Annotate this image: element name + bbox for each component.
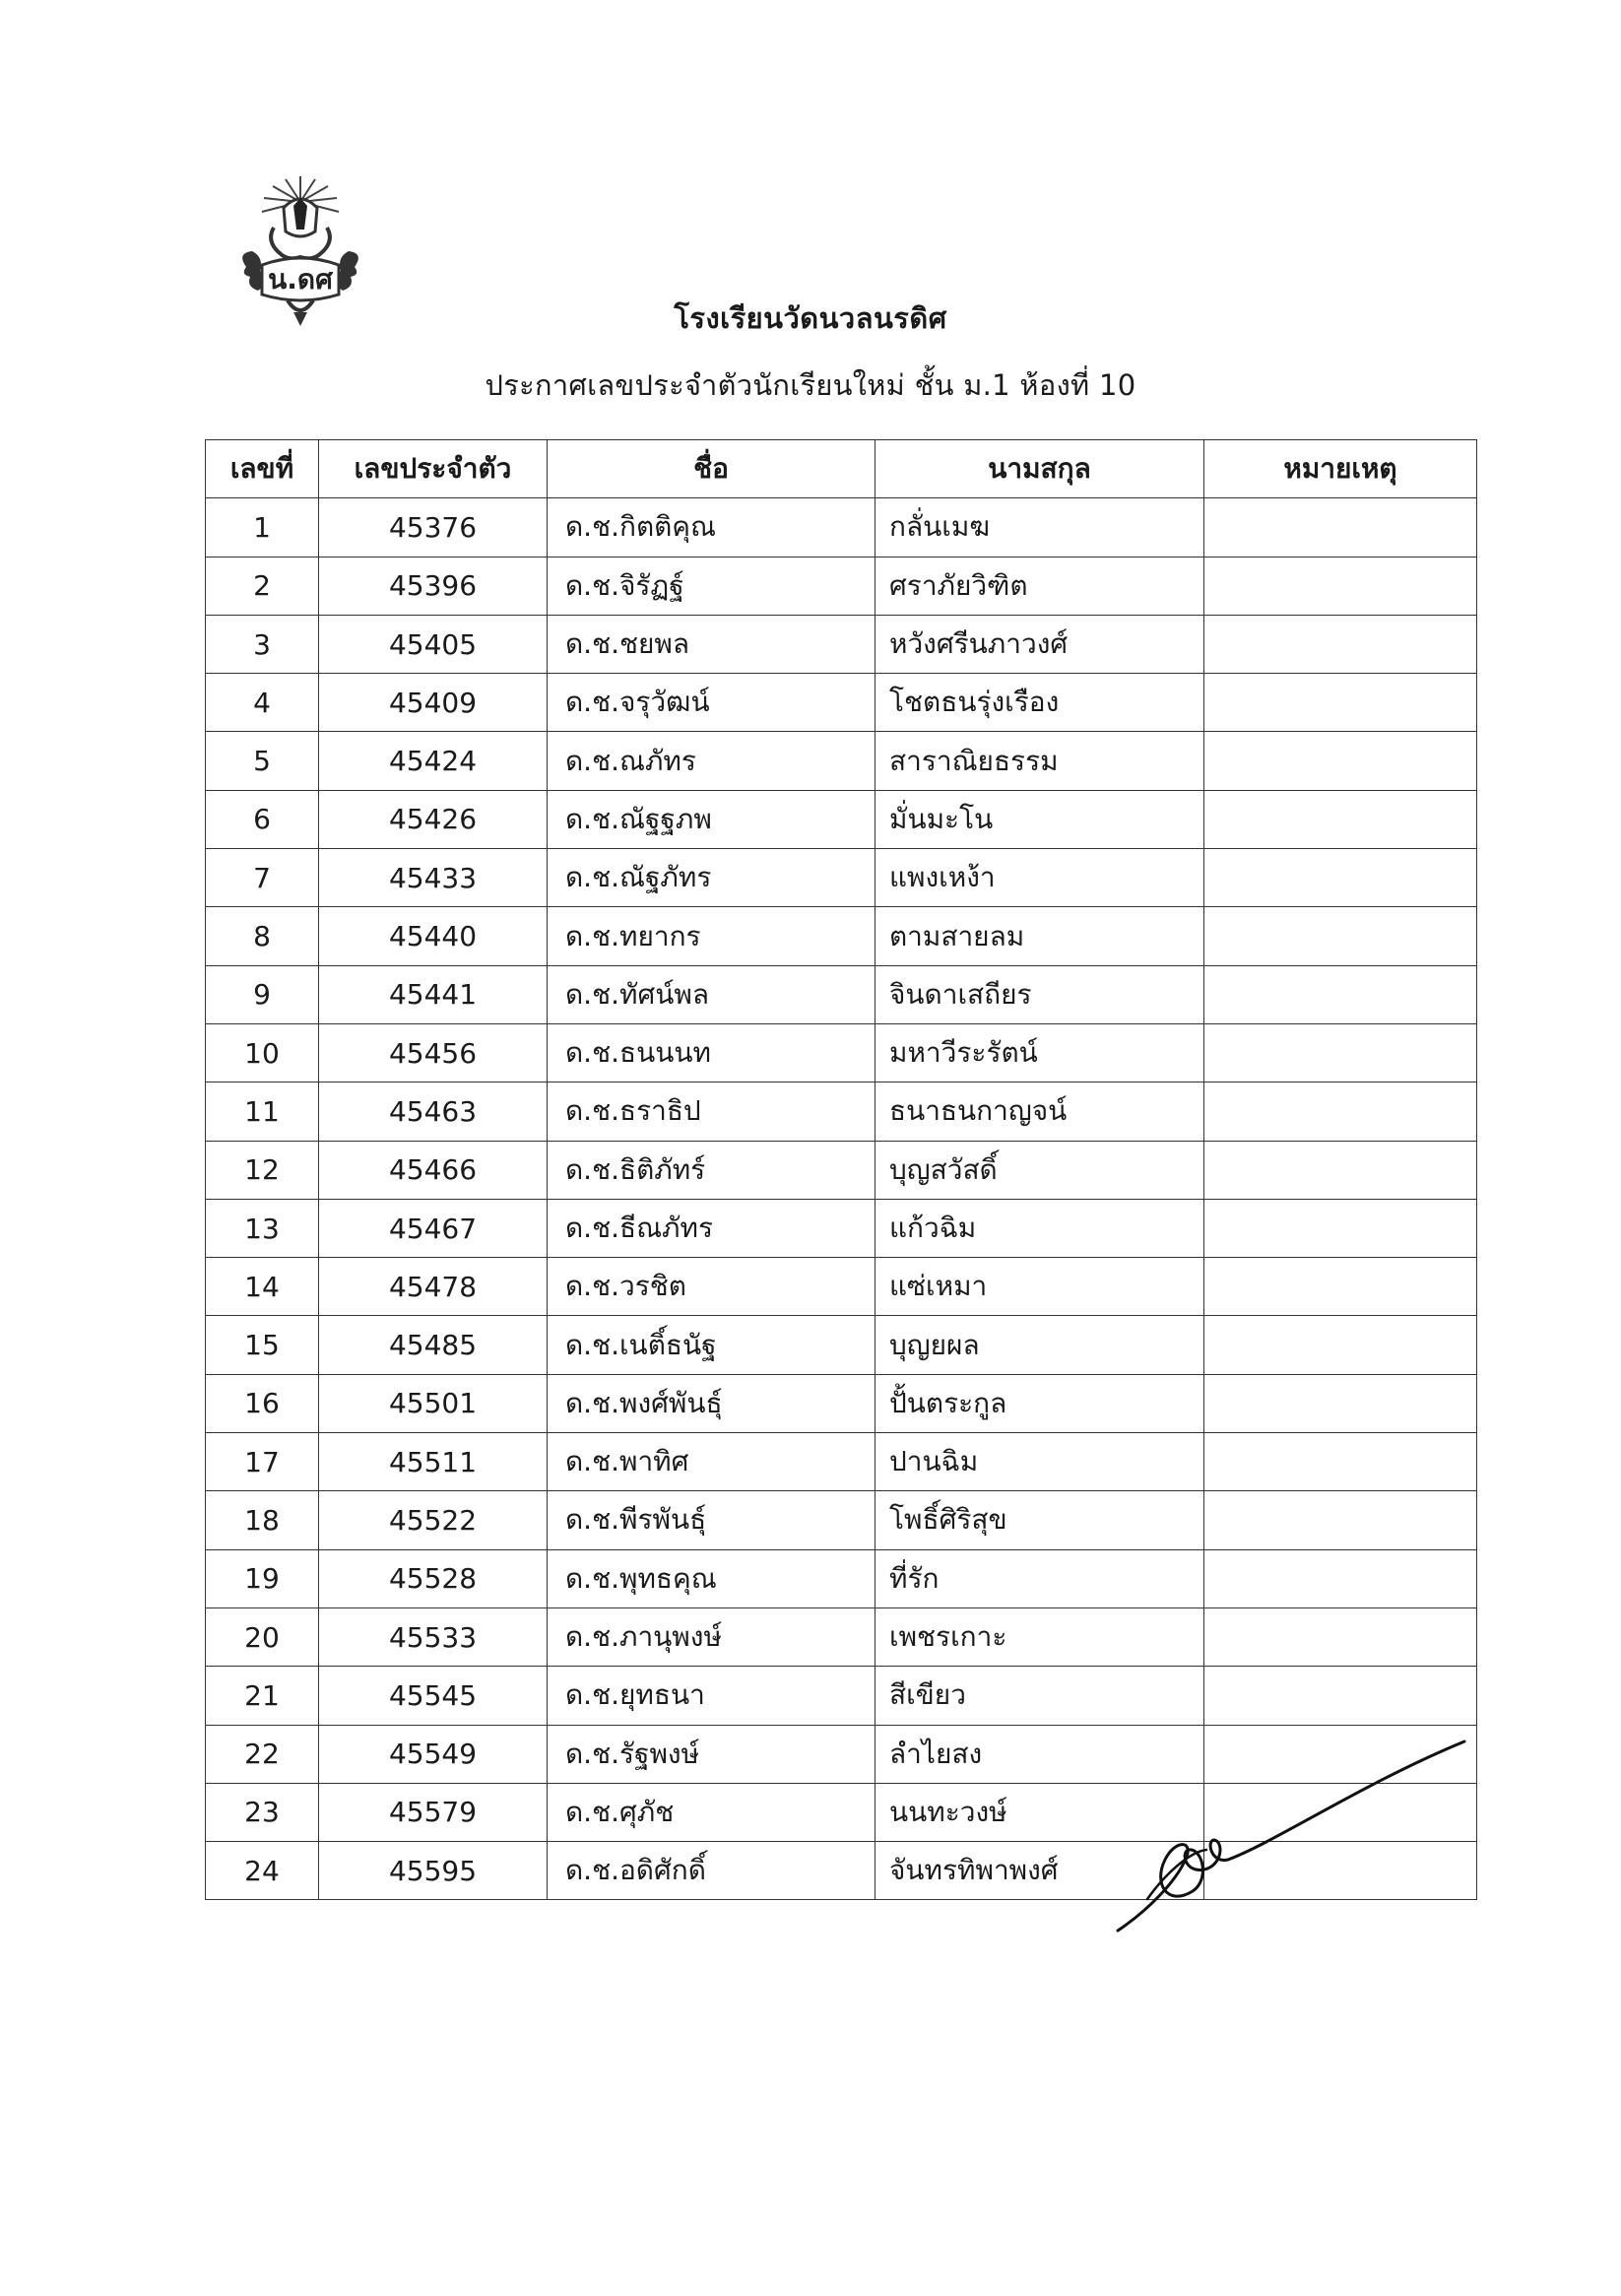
table-header-row	[206, 440, 1477, 498]
column-header-number: เลขที่	[206, 440, 319, 498]
first-name-cell: ด.ช.วรชิต	[548, 1258, 875, 1316]
table-row	[206, 1667, 1477, 1725]
remark-cell	[1204, 1607, 1477, 1666]
first-name-cell: ด.ช.ศุภัช	[548, 1783, 875, 1841]
first-name-cell: ด.ช.ธนนนท	[548, 1023, 875, 1082]
student-id-cell: 45441	[319, 965, 548, 1023]
student-id-cell: 45433	[319, 849, 548, 907]
first-name-cell: ด.ช.รัฐพงษ์	[548, 1725, 875, 1783]
student-id-cell: 45533	[319, 1607, 548, 1666]
student-id-cell: 45478	[319, 1258, 548, 1316]
first-name-cell: ด.ช.เนติ์ธนัฐ	[548, 1316, 875, 1374]
first-name-cell: ด.ช.พาทิศ	[548, 1433, 875, 1491]
row-number-cell: 20	[206, 1607, 319, 1666]
first-name-cell: ด.ช.ภานุพงษ์	[548, 1607, 875, 1666]
row-number-cell: 7	[206, 849, 319, 907]
last-name-cell: มหาวีระรัตน์	[875, 1023, 1204, 1082]
student-id-cell: 45405	[319, 615, 548, 673]
column-header-student-id: เลขประจำตัว	[319, 440, 548, 498]
row-number-cell: 4	[206, 674, 319, 732]
row-number-cell: 21	[206, 1667, 319, 1725]
student-id-cell: 45426	[319, 790, 548, 848]
last-name-cell: โชตธนรุ่งเรือง	[875, 674, 1204, 732]
student-id-cell: 45595	[319, 1842, 548, 1900]
table-row	[206, 1082, 1477, 1141]
first-name-cell: ด.ช.อดิศักดิ์	[548, 1842, 875, 1900]
remark-cell	[1204, 498, 1477, 557]
table-row	[206, 965, 1477, 1023]
remark-cell	[1204, 1433, 1477, 1491]
student-id-cell: 45376	[319, 498, 548, 557]
remark-cell	[1204, 674, 1477, 732]
student-id-cell: 45579	[319, 1783, 548, 1841]
student-id-cell: 45424	[319, 732, 548, 790]
remark-cell	[1204, 1258, 1477, 1316]
remark-cell	[1204, 965, 1477, 1023]
last-name-cell: ที่รัก	[875, 1549, 1204, 1607]
last-name-cell: บุญสวัสดิ์	[875, 1141, 1204, 1199]
student-id-cell: 45466	[319, 1141, 548, 1199]
remark-cell	[1204, 1141, 1477, 1199]
table-row	[206, 1374, 1477, 1432]
last-name-cell: มั่นมะโน	[875, 790, 1204, 848]
table-row	[206, 1199, 1477, 1257]
first-name-cell: ด.ช.จิรัฏฐ์	[548, 557, 875, 615]
student-id-cell: 45522	[319, 1491, 548, 1549]
last-name-cell: จินดาเสถียร	[875, 965, 1204, 1023]
row-number-cell: 16	[206, 1374, 319, 1432]
first-name-cell: ด.ช.พุทธคุณ	[548, 1549, 875, 1607]
last-name-cell: ลำไยสง	[875, 1725, 1204, 1783]
table-row	[206, 1316, 1477, 1374]
student-id-cell: 45463	[319, 1082, 548, 1141]
first-name-cell: ด.ช.ยุทธนา	[548, 1667, 875, 1725]
student-id-cell: 45528	[319, 1549, 548, 1607]
last-name-cell: หวังศรีนภาวงศ์	[875, 615, 1204, 673]
table-row	[206, 849, 1477, 907]
student-id-cell: 45396	[319, 557, 548, 615]
student-roster-table	[205, 439, 1477, 1900]
student-id-cell: 45409	[319, 674, 548, 732]
column-header-first-name: ชื่อ	[548, 440, 875, 498]
student-id-cell: 45545	[319, 1667, 548, 1725]
last-name-cell: ธนาธนกาญจน์	[875, 1082, 1204, 1141]
last-name-cell: โพธิ์ศิริสุข	[875, 1491, 1204, 1549]
remark-cell	[1204, 1023, 1477, 1082]
remark-cell	[1204, 1549, 1477, 1607]
remark-cell	[1204, 907, 1477, 965]
table-row	[206, 557, 1477, 615]
first-name-cell: ด.ช.ธราธิป	[548, 1082, 875, 1141]
row-number-cell: 23	[206, 1783, 319, 1841]
row-number-cell: 12	[206, 1141, 319, 1199]
remark-cell	[1204, 557, 1477, 615]
column-header-remark: หมายเหตุ	[1204, 440, 1477, 498]
row-number-cell: 18	[206, 1491, 319, 1549]
remark-cell	[1204, 1374, 1477, 1432]
last-name-cell: แพงเหง้า	[875, 849, 1204, 907]
student-id-cell: 45501	[319, 1374, 548, 1432]
row-number-cell: 17	[206, 1433, 319, 1491]
first-name-cell: ด.ช.ธีณภัทร	[548, 1199, 875, 1257]
last-name-cell: เพชรเกาะ	[875, 1607, 1204, 1666]
row-number-cell: 8	[206, 907, 319, 965]
row-number-cell: 22	[206, 1725, 319, 1783]
row-number-cell: 1	[206, 498, 319, 557]
row-number-cell: 19	[206, 1549, 319, 1607]
announcement-title: ประกาศเลขประจำตัวนักเรียนใหม่ ชั้น ม.1 ห้องที่ 10	[485, 368, 1136, 402]
row-number-cell: 24	[206, 1842, 319, 1900]
table-row	[206, 1549, 1477, 1607]
table-row	[206, 1433, 1477, 1491]
table-row	[206, 615, 1477, 673]
table-row	[206, 1023, 1477, 1082]
row-number-cell: 5	[206, 732, 319, 790]
last-name-cell: กลั่นเมฆ	[875, 498, 1204, 557]
row-number-cell: 3	[206, 615, 319, 673]
first-name-cell: ด.ช.ทยากร	[548, 907, 875, 965]
remark-cell	[1204, 1316, 1477, 1374]
row-number-cell: 13	[206, 1199, 319, 1257]
last-name-cell: ปั้นตระกูล	[875, 1374, 1204, 1432]
table-row	[206, 1258, 1477, 1316]
student-id-cell: 45456	[319, 1023, 548, 1082]
table-row	[206, 732, 1477, 790]
row-number-cell: 6	[206, 790, 319, 848]
table-body	[206, 498, 1477, 1900]
remark-cell	[1204, 732, 1477, 790]
table-row	[206, 498, 1477, 557]
remark-cell	[1204, 1199, 1477, 1257]
table-row	[206, 674, 1477, 732]
table-row	[206, 907, 1477, 965]
logo-initials: น.ดศ	[268, 263, 333, 295]
first-name-cell: ด.ช.ทัศน์พล	[548, 965, 875, 1023]
last-name-cell: สาราณิยธรรม	[875, 732, 1204, 790]
table-row	[206, 1141, 1477, 1199]
first-name-cell: ด.ช.ณภัทร	[548, 732, 875, 790]
student-id-cell: 45467	[319, 1199, 548, 1257]
first-name-cell: ด.ช.ชยพล	[548, 615, 875, 673]
remark-cell	[1204, 790, 1477, 848]
student-id-cell: 45511	[319, 1433, 548, 1491]
last-name-cell: ปานฉิม	[875, 1433, 1204, 1491]
table-row	[206, 790, 1477, 848]
last-name-cell: จันทรทิพาพงศ์	[875, 1842, 1204, 1900]
last-name-cell: แซ่เหมา	[875, 1258, 1204, 1316]
table-row	[206, 1607, 1477, 1666]
last-name-cell: นนทะวงษ์	[875, 1783, 1204, 1841]
remark-cell	[1204, 615, 1477, 673]
table-row	[206, 1491, 1477, 1549]
remark-cell	[1204, 849, 1477, 907]
remark-cell	[1204, 1082, 1477, 1141]
remark-cell	[1204, 1491, 1477, 1549]
first-name-cell: ด.ช.พีรพันธุ์	[548, 1491, 875, 1549]
student-id-cell: 45485	[319, 1316, 548, 1374]
row-number-cell: 2	[206, 557, 319, 615]
first-name-cell: ด.ช.พงศ์พันธุ์	[548, 1374, 875, 1432]
last-name-cell: ศราภัยวิฑิต	[875, 557, 1204, 615]
row-number-cell: 14	[206, 1258, 319, 1316]
last-name-cell: สีเขียว	[875, 1667, 1204, 1725]
row-number-cell: 15	[206, 1316, 319, 1374]
handwritten-signature	[1108, 1734, 1472, 1940]
last-name-cell: บุญยผล	[875, 1316, 1204, 1374]
column-header-last-name: นามสกุล	[875, 440, 1204, 498]
first-name-cell: ด.ช.กิตติคุณ	[548, 498, 875, 557]
first-name-cell: ด.ช.จรุวัฒน์	[548, 674, 875, 732]
first-name-cell: ด.ช.ธิติภัทร์	[548, 1141, 875, 1199]
row-number-cell: 11	[206, 1082, 319, 1141]
first-name-cell: ด.ช.ณัฐภัทร	[548, 849, 875, 907]
row-number-cell: 9	[206, 965, 319, 1023]
student-id-cell: 45440	[319, 907, 548, 965]
last-name-cell: ตามสายลม	[875, 907, 1204, 965]
first-name-cell: ด.ช.ณัฐฐภพ	[548, 790, 875, 848]
school-name-heading: โรงเรียนวัดนวลนรดิศ	[674, 301, 947, 335]
row-number-cell: 10	[206, 1023, 319, 1082]
student-id-cell: 45549	[319, 1725, 548, 1783]
last-name-cell: แก้วฉิม	[875, 1199, 1204, 1257]
remark-cell	[1204, 1667, 1477, 1725]
